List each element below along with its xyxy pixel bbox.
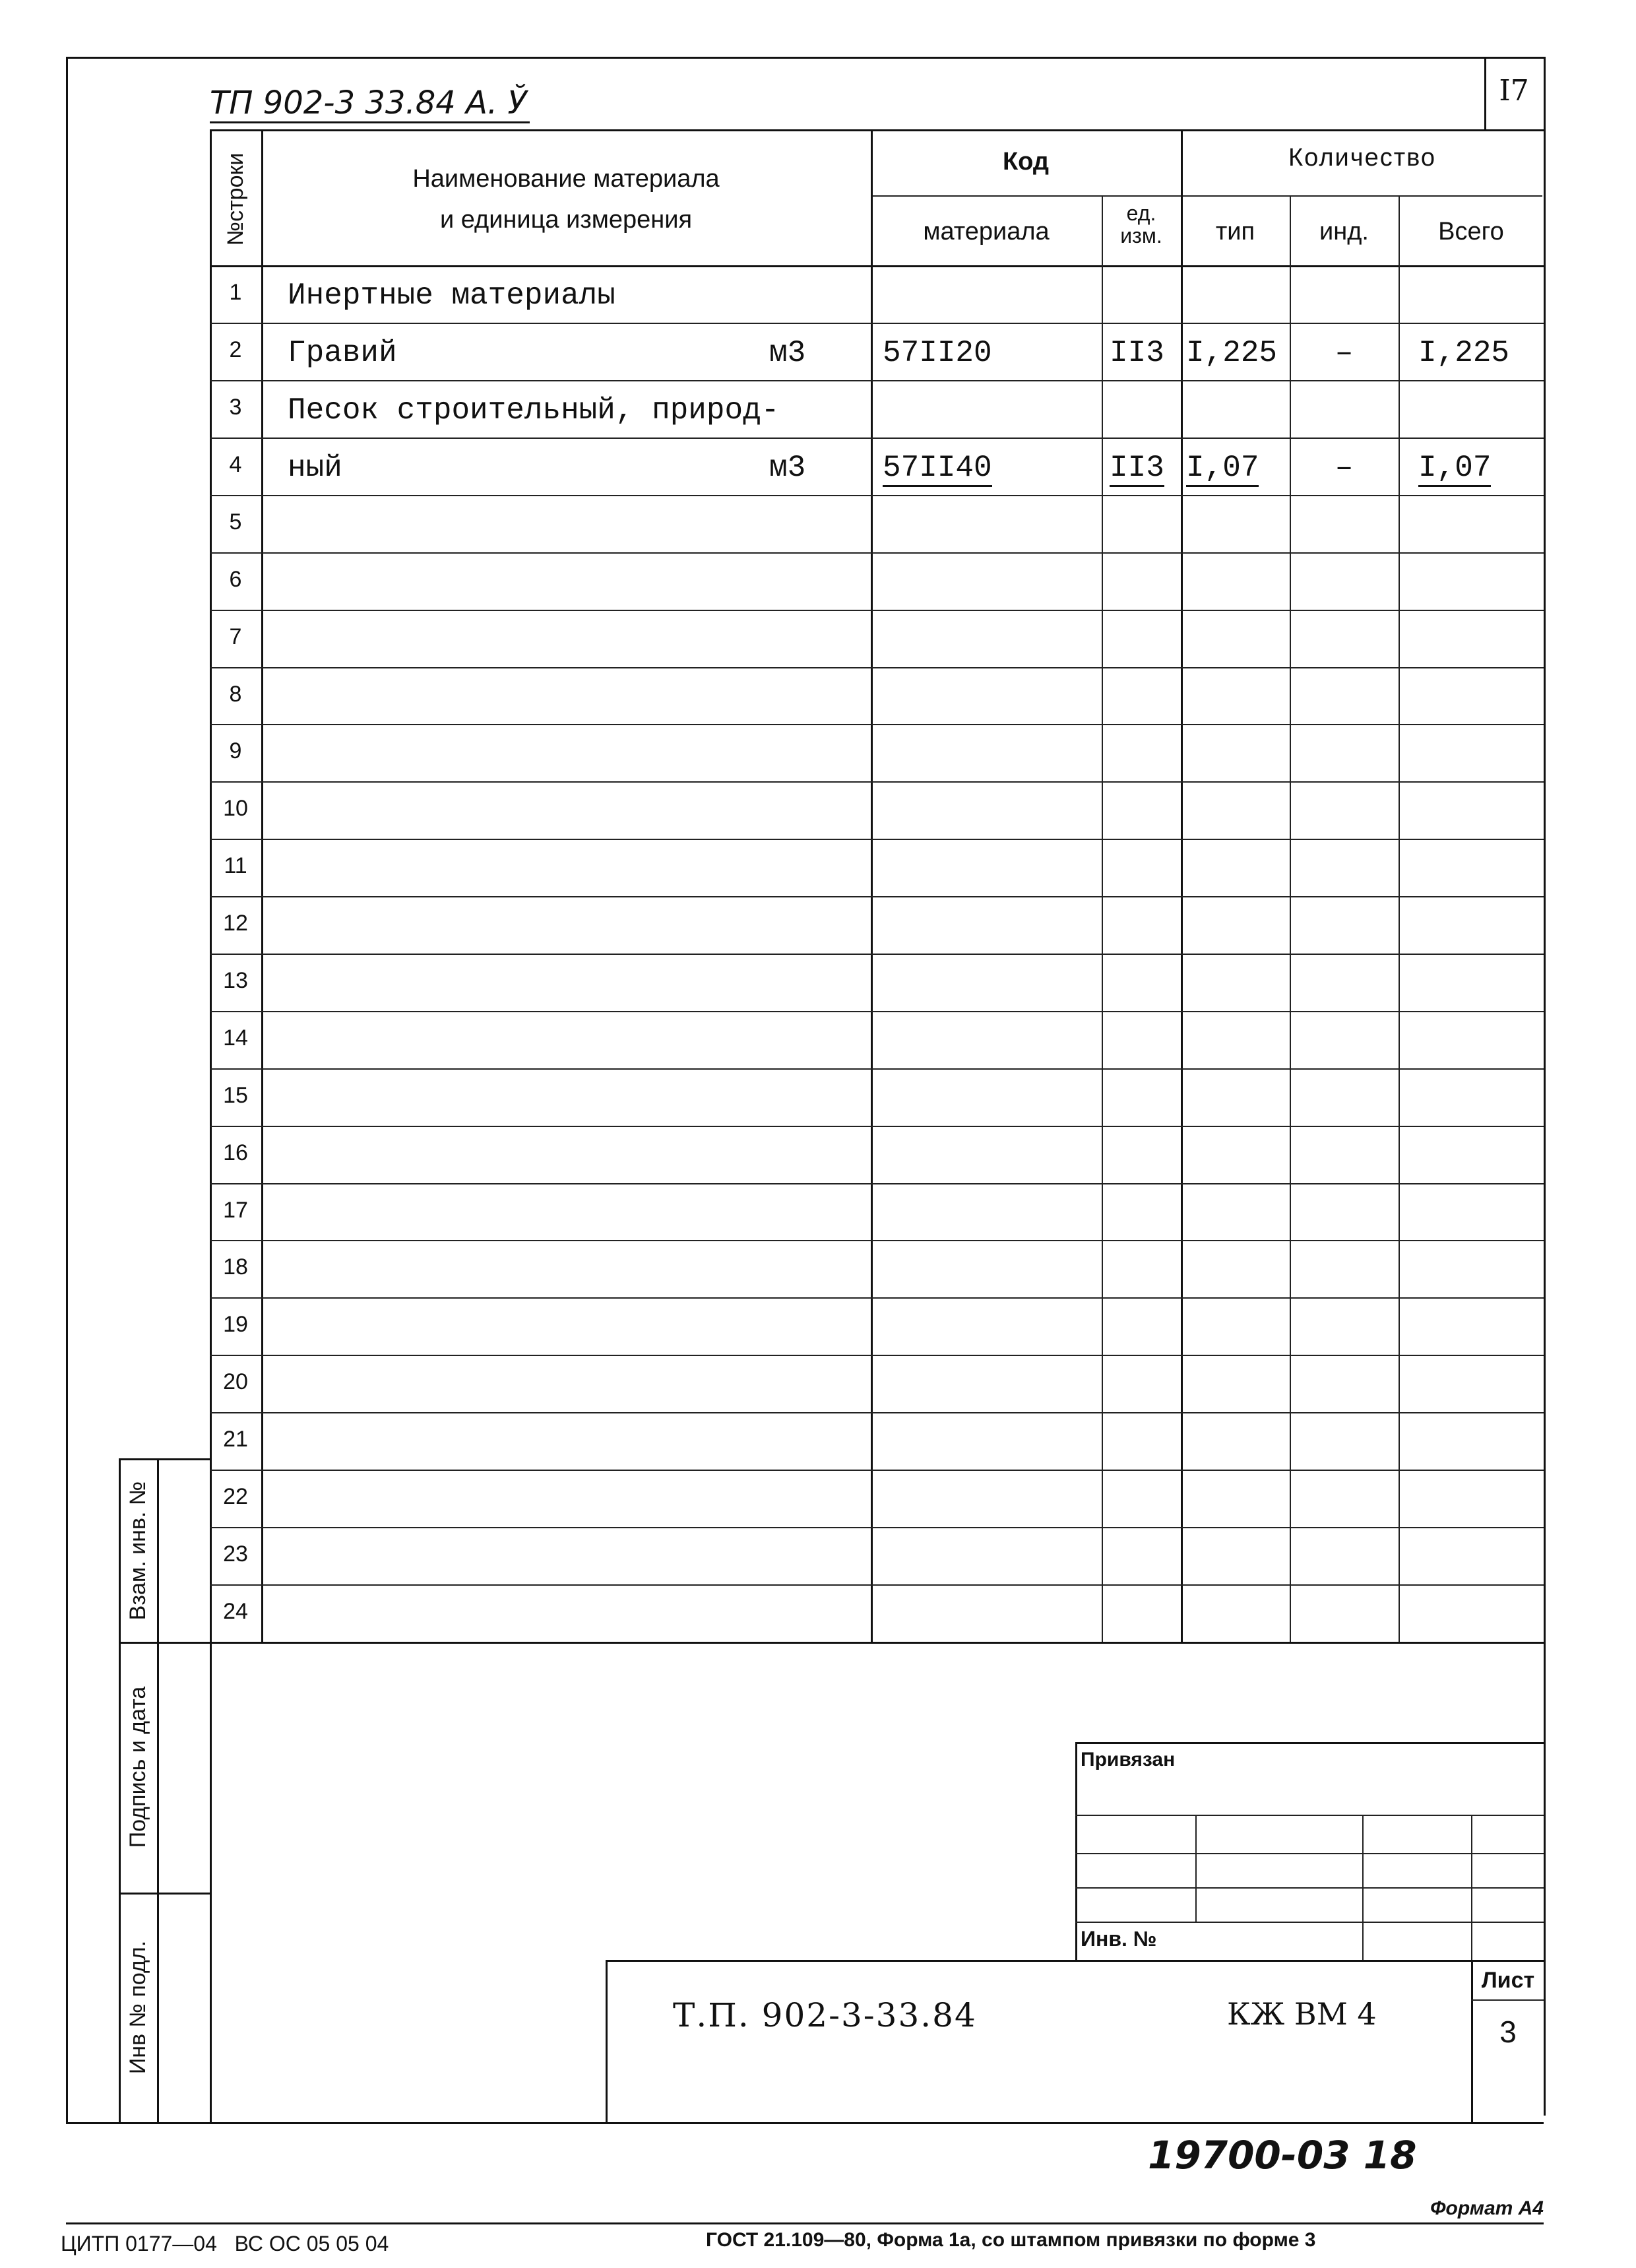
titleblock-left (606, 1960, 608, 2122)
row-line (210, 1068, 1544, 1070)
row-number: 19 (223, 1312, 248, 1337)
frame-right-line (1544, 57, 1546, 2116)
row-line (210, 380, 1544, 381)
row-number: 1 (229, 280, 242, 305)
side-label-inv-podl: Инв № подл. (125, 1940, 150, 2075)
format-line (66, 2222, 1544, 2224)
header-sub-unit: ед. изм. (1120, 201, 1162, 247)
col-line-qty-left (1181, 129, 1183, 1642)
row-line (210, 610, 1544, 611)
row-line (210, 552, 1544, 554)
row-number: 14 (223, 1025, 248, 1051)
row-number: 4 (229, 452, 242, 477)
list-label: Лист (1481, 1968, 1535, 1993)
row-line (210, 1011, 1544, 1012)
unit-code: II3 (1110, 451, 1164, 487)
header-quantity: Количество (1288, 144, 1437, 172)
header-name-line1: Наименование материала (412, 165, 720, 193)
row-line (210, 839, 1544, 840)
titleblock-top (606, 1960, 1544, 1962)
col-line-total-left (1399, 195, 1400, 1642)
row-line (210, 1527, 1544, 1528)
material-code: 57II20 (883, 336, 992, 370)
privyazan-col-2 (1362, 1815, 1364, 1960)
unit-code: II3 (1110, 336, 1164, 370)
header-bottom-line (210, 265, 1544, 267)
row-number: 21 (223, 1427, 248, 1452)
privyazan-label: Привязан (1081, 1749, 1176, 1770)
side-label-podpis-data: Подпись и дата (125, 1686, 150, 1848)
header-sub-ind: инд. (1319, 218, 1369, 245)
row-number: 3 (229, 395, 242, 420)
row-line (210, 781, 1544, 783)
row-number: 23 (223, 1541, 248, 1567)
material-code: 57II40 (883, 451, 992, 487)
row-number: 10 (223, 796, 248, 821)
row-number: 8 (229, 682, 242, 707)
row-number: 22 (223, 1484, 248, 1509)
side-label-vzam-inv: Взам. инв. № (125, 1481, 150, 1621)
row-number: 16 (223, 1140, 248, 1165)
frame-top-line (66, 57, 1544, 59)
qty-ind: – (1335, 451, 1354, 485)
privyazan-line-3 (1075, 1887, 1544, 1889)
row-number: 5 (229, 509, 242, 535)
material-unit: м3 (769, 336, 806, 370)
privyazan-col-3 (1471, 1815, 1472, 1960)
row-line (210, 1470, 1544, 1471)
side-line-2 (119, 1893, 210, 1895)
list-number: 3 (1499, 2015, 1517, 2049)
row-line (210, 896, 1544, 897)
row-number: 13 (223, 968, 248, 993)
row-line (210, 1355, 1544, 1356)
doc-code: Т.П. 902-3-33.84 (673, 1996, 977, 2034)
side-col-left (119, 1458, 121, 2122)
titleblock-list-line (1471, 1999, 1544, 2001)
row-number: 15 (223, 1083, 248, 1108)
privyazan-line-4 (1075, 1922, 1544, 1923)
row-line (210, 1183, 1544, 1184)
row-number: 11 (224, 853, 247, 878)
material-name: ный (288, 451, 342, 485)
row-number: 17 (223, 1198, 248, 1223)
side-col-mid (157, 1458, 159, 2122)
header-rownum: №строки (223, 152, 248, 246)
handwritten-number: 19700-03 18 (1148, 2133, 1417, 2178)
frame-left-line (66, 57, 68, 2122)
row-number: 2 (229, 337, 242, 362)
footer-right: ГОСТ 21.109—80, Форма 1а, со штампом привязки по форме 3 (706, 2229, 1316, 2251)
qty-type: I,225 (1186, 336, 1278, 370)
format-label: Формат А4 (1430, 2197, 1544, 2219)
qty-total: I,225 (1418, 336, 1510, 370)
sheet-corner-number: I7 (1499, 74, 1529, 108)
col-line-code-left (871, 129, 873, 1642)
row-number: 6 (229, 567, 242, 592)
row-number: 18 (223, 1254, 248, 1280)
row-line (210, 1240, 1544, 1241)
privyazan-line-2 (1075, 1853, 1544, 1854)
doc-header: ТП 902-3 33.84 А. Ў (210, 84, 530, 123)
privyazan-col-1 (1195, 1815, 1197, 1922)
row-number: 7 (229, 624, 242, 649)
header-sub-total: Всего (1438, 218, 1504, 245)
inv-no-label: Инв. № (1081, 1927, 1157, 1951)
row-number: 12 (223, 911, 248, 936)
col-line-rownum-right (261, 129, 263, 1642)
row-line (210, 323, 1544, 324)
row-line (210, 667, 1544, 668)
material-unit: м3 (769, 451, 806, 485)
row-line (210, 1412, 1544, 1413)
row-line (210, 1584, 1544, 1586)
frame-bottom-line (66, 2122, 1544, 2124)
privyazan-left (1075, 1742, 1077, 1960)
row-line (210, 1126, 1544, 1127)
privyazan-line-1 (1075, 1815, 1544, 1816)
material-name: Песок строительный, природ- (288, 393, 780, 428)
col-line-unit-left (1102, 195, 1103, 1642)
row-line (210, 437, 1544, 439)
col-line-ind-left (1290, 195, 1291, 1642)
row-line (210, 954, 1544, 955)
row-line (210, 1297, 1544, 1299)
qty-type: I,07 (1186, 451, 1259, 487)
table-bottom-line (210, 1642, 1544, 1644)
header-mid-line (871, 195, 1542, 197)
row-line (210, 724, 1544, 725)
table-top-line (210, 129, 1544, 131)
row-number: 20 (223, 1369, 248, 1394)
row-line (210, 495, 1544, 496)
header-sub-material: материала (923, 218, 1050, 245)
footer-left: ЦИТП 0177—04 ВС ОС 05 05 04 (61, 2232, 389, 2255)
doc-mark: КЖ ВМ 4 (1227, 1996, 1377, 2032)
header-name-line2: и единица измерения (439, 206, 693, 234)
row-number: 24 (223, 1599, 248, 1624)
qty-total: I,07 (1418, 451, 1491, 487)
header-sub-type: тип (1215, 218, 1255, 245)
row-number: 9 (229, 738, 242, 763)
qty-ind: – (1335, 336, 1354, 370)
material-name: Гравий (288, 336, 397, 370)
header-code: Код (1002, 148, 1050, 176)
material-name: Инертные материалы (288, 278, 615, 313)
privyazan-top (1075, 1742, 1544, 1744)
